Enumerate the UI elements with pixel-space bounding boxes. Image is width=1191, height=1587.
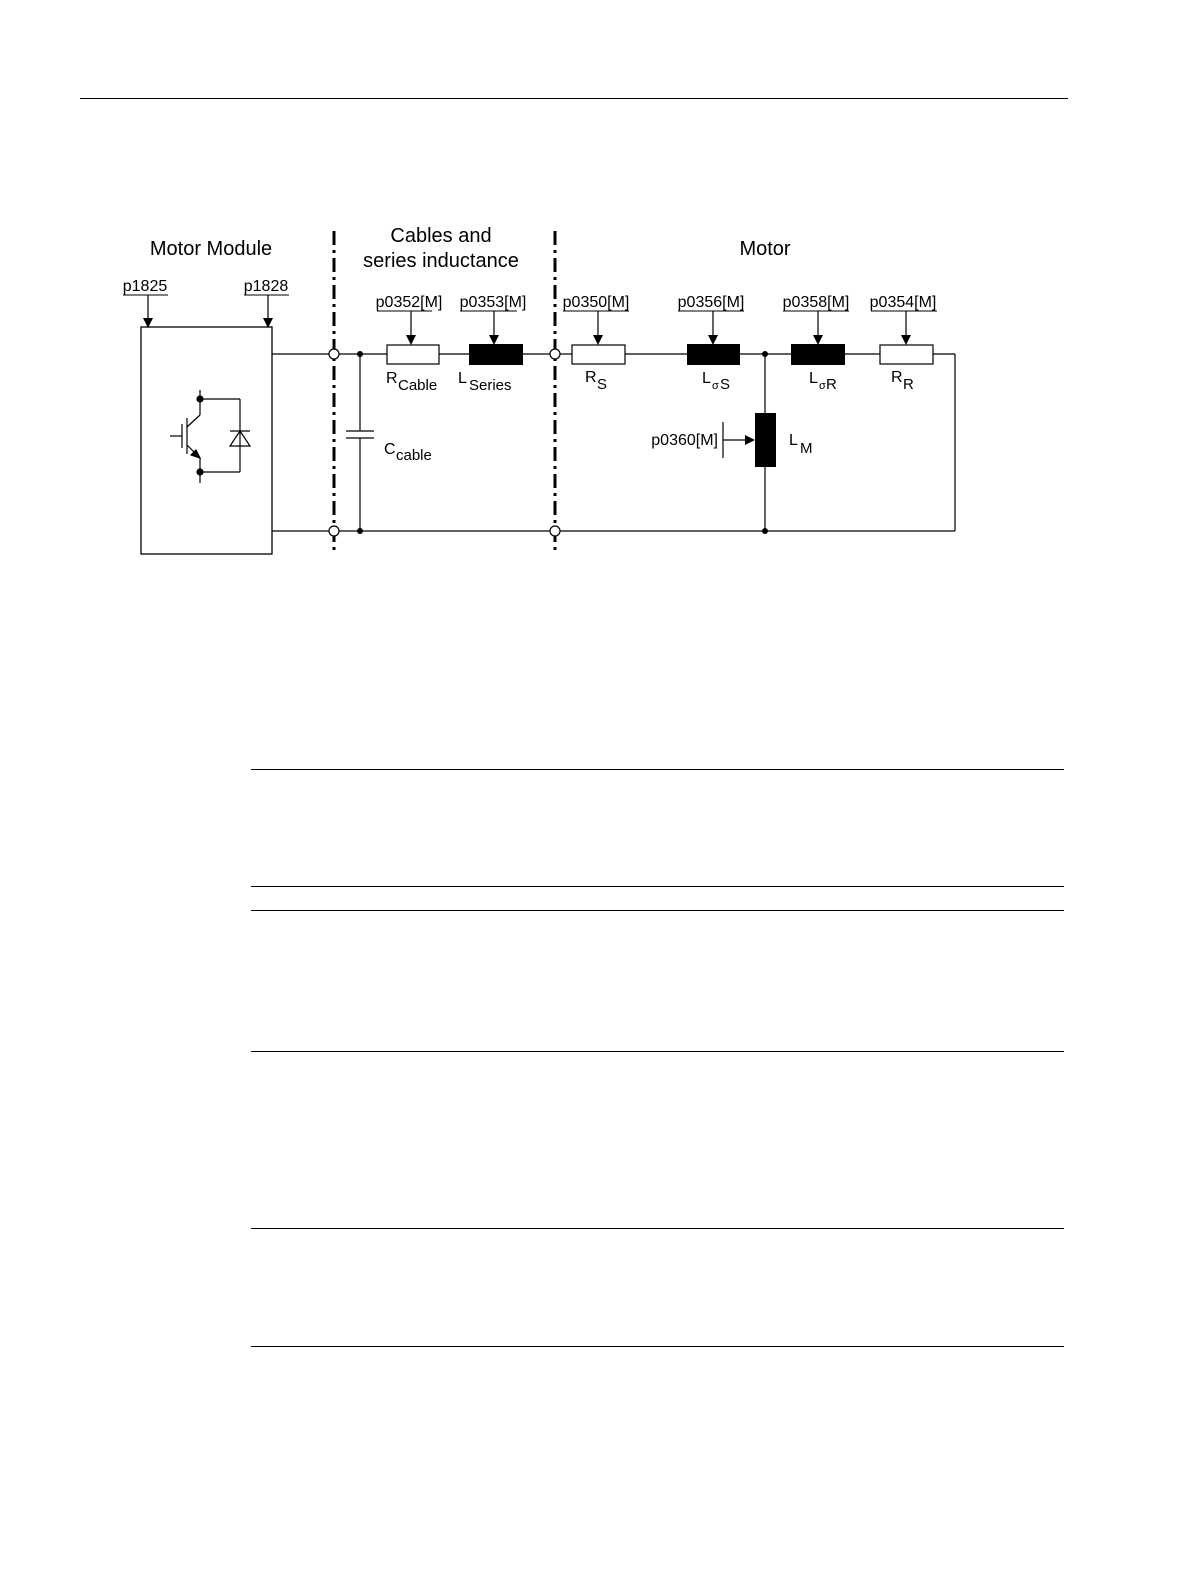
resistor-r-cable	[387, 345, 439, 364]
l-sigma-r-symbol: L	[809, 370, 818, 387]
igbt-diode-icon	[170, 390, 250, 483]
inductor-l-series	[469, 344, 523, 365]
param-p1828: p1828	[243, 278, 289, 295]
top-wire	[272, 354, 955, 531]
motor-module-box	[141, 327, 272, 554]
table-rule-2	[251, 886, 1064, 887]
motor-module-title: Motor Module	[149, 238, 273, 260]
param-p0350: p0350[M]	[562, 294, 630, 311]
r-cable-subscript: Cable	[398, 377, 438, 394]
terminal-icon	[550, 526, 560, 536]
table-rule-6	[251, 1346, 1064, 1347]
table-rule-1	[251, 769, 1064, 770]
l-sigma-s-sigma: σ	[712, 380, 719, 392]
r-cable-symbol: R	[386, 370, 398, 387]
param-p0356: p0356[M]	[677, 294, 745, 311]
capacitor-icon	[346, 354, 374, 531]
c-cable-subscript: cable	[396, 447, 432, 464]
l-series-symbol: L	[458, 370, 467, 387]
cables-title-line2: series inductance	[363, 250, 519, 272]
inductor-l-sigma-r	[791, 344, 845, 365]
param-p0354: p0354[M]	[869, 294, 937, 311]
table-rule-5	[251, 1228, 1064, 1229]
l-m-subscript: M	[800, 440, 813, 457]
l-sigma-s-symbol: L	[702, 370, 711, 387]
resistor-r-s	[572, 345, 625, 364]
table-rule-3	[251, 910, 1064, 911]
cables-title-line1: Cables and	[390, 225, 492, 247]
l-series-subscript: Series	[469, 377, 512, 394]
r-s-symbol: R	[585, 369, 597, 386]
r-r-subscript: R	[903, 376, 914, 393]
motor-title: Motor	[739, 238, 791, 260]
r-s-subscript: S	[597, 376, 608, 393]
terminal-icon	[329, 349, 339, 359]
inductor-l-sigma-s	[687, 344, 740, 365]
l-sigma-r-sigma: σ	[819, 380, 826, 392]
param-p0360: p0360[M]	[651, 432, 718, 449]
param-p0352: p0352[M]	[375, 294, 443, 311]
param-p0358: p0358[M]	[782, 294, 850, 311]
terminal-icon	[329, 526, 339, 536]
l-sigma-r-subscript: R	[826, 376, 837, 393]
r-r-symbol: R	[891, 369, 903, 386]
c-cable-symbol: C	[384, 441, 396, 458]
l-m-symbol: L	[789, 432, 798, 449]
inductor-l-m	[755, 413, 776, 467]
param-p0353: p0353[M]	[459, 294, 527, 311]
table-rule-4	[251, 1051, 1064, 1052]
param-p1825: p1825	[122, 278, 168, 295]
equivalent-circuit-diagram	[0, 0, 1191, 600]
resistor-r-r	[880, 345, 933, 364]
l-sigma-s-subscript: S	[720, 376, 731, 393]
terminal-icon	[550, 349, 560, 359]
